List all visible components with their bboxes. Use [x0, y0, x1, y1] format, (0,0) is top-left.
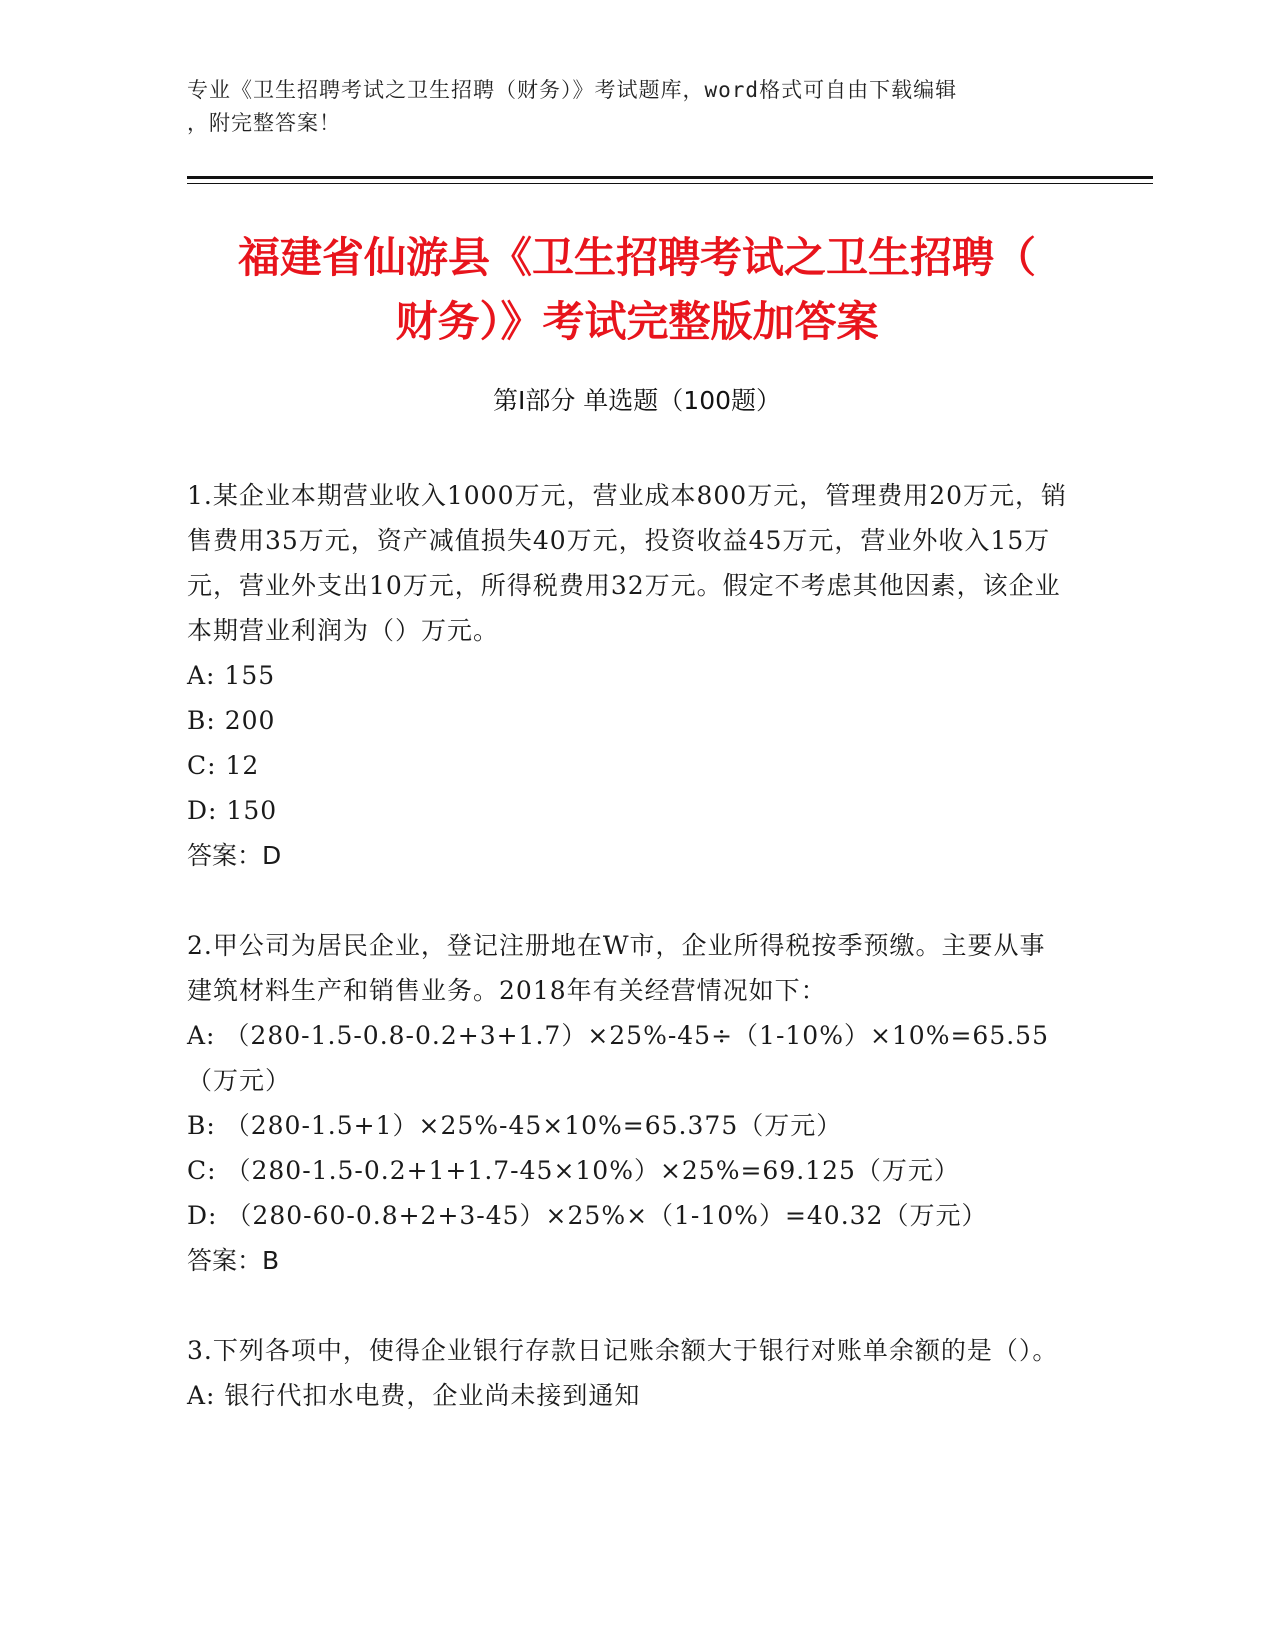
- header-divider-thin: [187, 183, 1153, 184]
- header-note-line-2: ，附完整答案！: [187, 111, 341, 135]
- question-list: [187, 473, 1067, 1418]
- option-d: D: （280-60-0.8+2+3-45）×25%×（1-10%）=40.32（万元）: [187, 1201, 988, 1230]
- answer: 答案：B: [187, 1246, 280, 1275]
- question-spacer: [187, 1283, 1067, 1328]
- document-title-line-2: 财务）》考试完整版加答案: [395, 297, 879, 346]
- question-stem: 2.甲公司为居民企业，登记注册地在W市，企业所得税按季预缴。主要从事建筑材料生产和销售业务。2018年有关经营情况如下：: [187, 931, 1046, 1005]
- question-stem: 1.某企业本期营业收入1000万元，营业成本800万元，管理费用20万元，销售费用35万元，资产减值损失40万元，投资收益45万元，营业外收入15万元，营业外支出10万元，所得税费用32万元。假定不考虑其他因素，该企业本期营业利润为（）万元。: [187, 481, 1068, 645]
- header-note: [187, 74, 1067, 140]
- document-title-line-1: 福建省仙游县《卫生招聘考试之卫生招聘（: [237, 233, 1036, 282]
- section-title: 第I部分 单选题（100题）: [492, 386, 782, 415]
- document-title: [187, 226, 1087, 354]
- option-a: A: （280-1.5-0.8-0.2+3+1.7）×25%-45÷（1-10%）×10%=65.55（万元）: [187, 1021, 1049, 1095]
- question-stem: 3.下列各项中，使得企业银行存款日记账余额大于银行对账单余额的是（）。: [187, 1336, 1059, 1365]
- question-1: [187, 473, 1067, 878]
- option-d: D: 150: [187, 796, 278, 825]
- option-a: A: 155: [187, 661, 276, 690]
- header-divider-thick: [187, 176, 1153, 179]
- option-c: C: （280-1.5-0.2+1+1.7-45×10%）×25%=69.125（万元）: [187, 1156, 960, 1185]
- header-note-line-1: 专业《卫生招聘考试之卫生招聘（财务）》考试题库，word格式可自由下载编辑: [187, 78, 958, 102]
- question-3: [187, 1328, 1067, 1418]
- question-2: [187, 923, 1067, 1283]
- option-c: C: 12: [187, 751, 260, 780]
- option-b: B: （280-1.5+1）×25%-45×10%=65.375（万元）: [187, 1111, 843, 1140]
- option-b: B: 200: [187, 706, 276, 735]
- option-a: A: 银行代扣水电费，企业尚未接到通知: [187, 1381, 641, 1410]
- answer: 答案：D: [187, 841, 282, 870]
- question-spacer: [187, 878, 1067, 923]
